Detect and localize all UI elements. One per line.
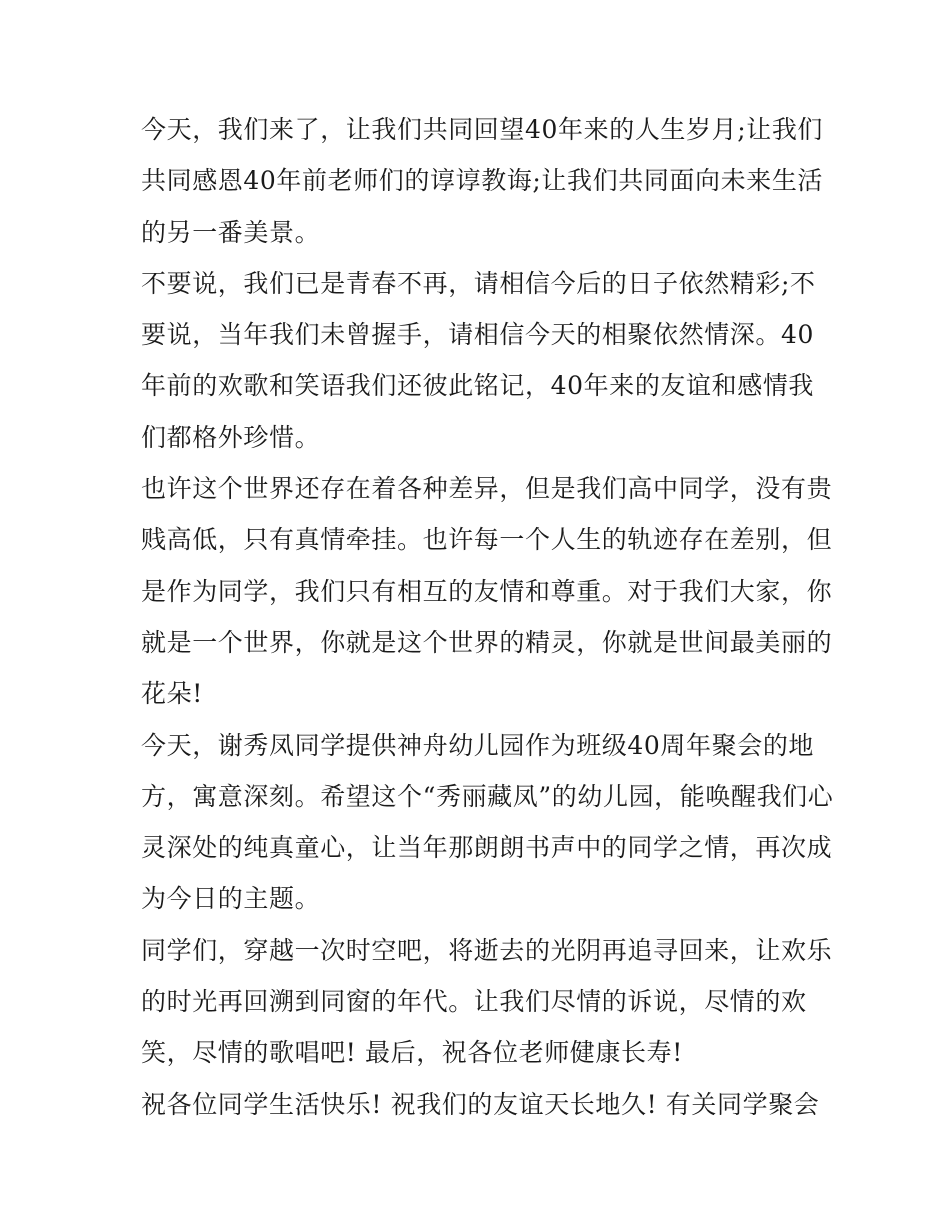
text-line: 们都格外珍惜。	[141, 422, 321, 452]
text-line: 今天，我们来了，让我们共同回望40年来的人生岁月;让我们	[141, 115, 824, 144]
document-body	[141, 104, 834, 1130]
text-line: 也许这个世界还存在着各种差异，但是我们高中同学，没有贵	[141, 474, 833, 504]
text-line: 的时光再回溯到同窗的年代。让我们尽情的诉说，尽情的欢	[141, 987, 807, 1017]
text-line: 灵深处的纯真童心，让当年那朗朗书声中的同学之情，再次成	[141, 833, 833, 863]
text-line: 祝各位同学生活快乐! 祝我们的友谊天长地久! 有关同学聚会	[141, 1089, 820, 1119]
text-line: 不要说，我们已是青春不再，请相信今后的日子依然精彩;不	[141, 268, 816, 298]
text-line: 为今日的主题。	[141, 884, 321, 914]
text-line: 笑，尽情的歌唱吧! 最后，祝各位老师健康长寿!	[141, 1038, 683, 1068]
text-line: 是作为同学，我们只有相互的友情和尊重。对于我们大家，你	[141, 576, 833, 606]
text-line: 贱高低，只有真情牵挂。也许每一个人生的轨迹存在差别，但	[141, 525, 833, 555]
text-line: 共同感恩40年前老师们的谆谆教诲;让我们共同面向未来生活	[141, 166, 824, 196]
text-line: 年前的欢歌和笑语我们还彼此铭记，40年来的友谊和感情我	[141, 371, 815, 401]
text-line: 方，寓意深刻。希望这个“秀丽藏凤”的幼儿园，能唤醒我们心	[141, 781, 834, 811]
text-line: 花朵!	[141, 679, 203, 709]
text-line: 今天，谢秀凤同学提供神舟幼儿园作为班级40周年聚会的地	[141, 730, 815, 760]
text-line: 同学们，穿越一次时空吧，将逝去的光阴再追寻回来，让欢乐	[141, 935, 833, 965]
text-line: 就是一个世界，你就是这个世界的精灵，你就是世间最美丽的	[141, 627, 833, 657]
text-line: 的另一番美景。	[141, 217, 321, 247]
text-line: 要说，当年我们未曾握手，请相信今天的相聚依然情深。40	[141, 320, 815, 350]
